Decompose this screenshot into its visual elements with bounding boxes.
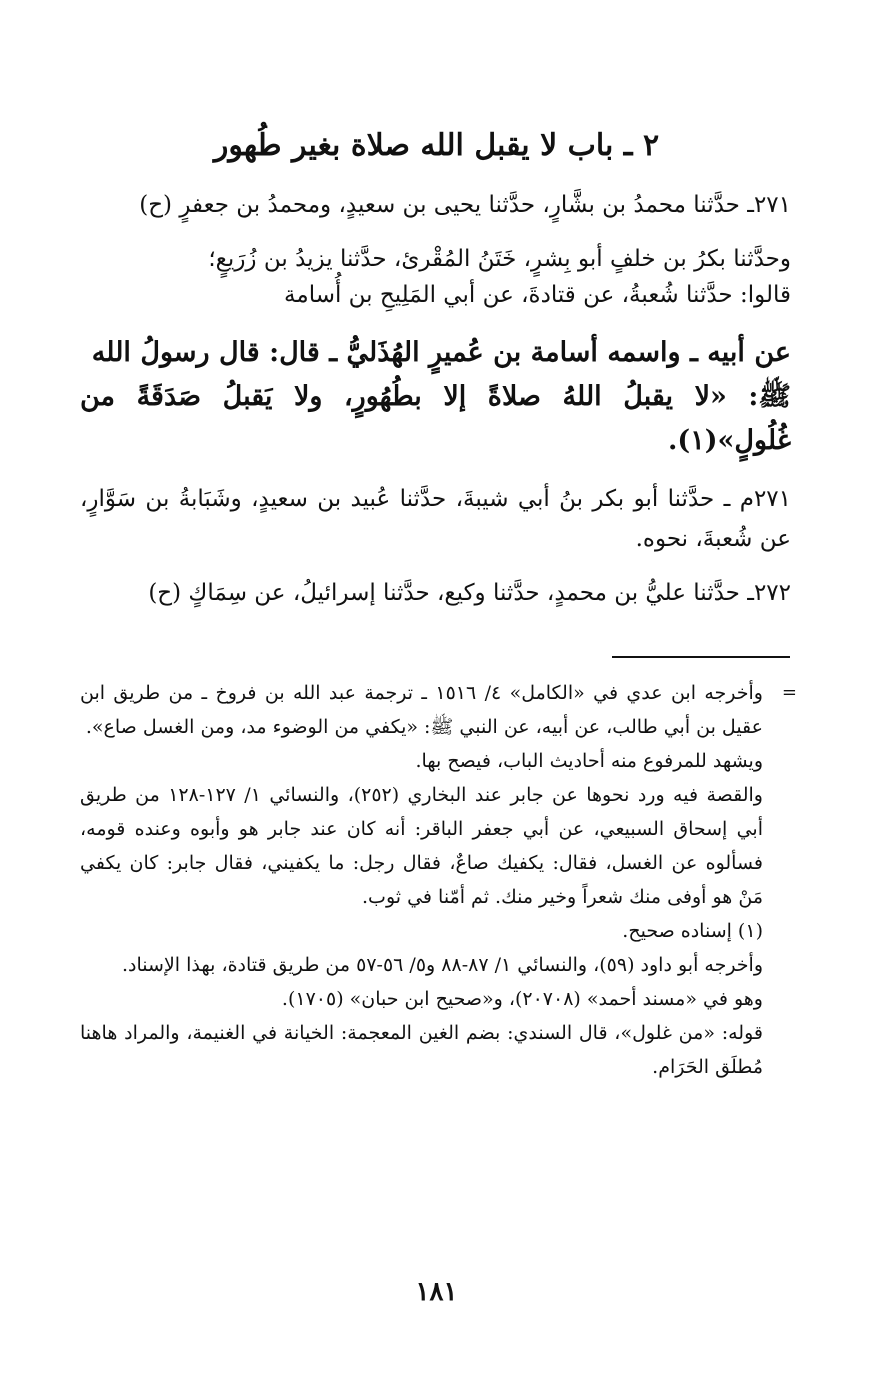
footnote-sindi: قوله: «من غلول»، قال السندي: بضم الغين المعجمة: الخيانة في الغنيمة، والمراد هاهنا مُطلَق الحَرَام. [80, 1022, 763, 1078]
footnote-takhrij: وأخرجه أبو داود (٥٩)، والنسائي ١/ ٨٧-٨٨ و٥/ ٥٦-٥٧ من طريق قتادة، بهذا الإسناد. [122, 954, 763, 976]
footnote-1-marker: (١) إسناده صحيح. [622, 920, 763, 942]
footnote-musnad: وهو في «مسند أحمد» (٢٠٧٠٨)، و«صحيح ابن حبان» (١٧٠٥). [281, 988, 763, 1010]
hadith-271-chain-a: ٢٧١ـ حدَّثنا محمدُ بن بشَّارٍ، حدَّثنا يحيى بن سعيدٍ، ومحمدُ بن جعفرٍ (ح) [139, 192, 791, 218]
footnote-shahid: ويشهد للمرفوع منه أحاديث الباب، فيصح بها. [415, 750, 763, 772]
footnote-qissa: والقصة فيه ورد نحوها عن جابر عند البخاري (٢٥٢)، والنسائي ١/ ١٢٧-١٢٨ من طريق أبي إسحاق السبيعي، عن أبي جعفر الباقر: أنه كان عند جابر هو وأبوه وعنده قومه، فسألوه عن الغسل، فقال: يكفيك صاعٌ، فقال رجل: ما يكفيني، فقال جابر: كان يكفي مَنْ هو أوفى منك شعراً وخير منك. ثم أمّنا في ثوب. [80, 784, 763, 908]
hadith-271-matn-b: ﷺ: «لا يقبلُ اللهُ صلاةً إلا بطُهُورٍ، ولا يَقبلُ صَدَقَةً من غُلُولٍ»(١). [80, 381, 791, 456]
footnote-text-ibn-adi: وأخرجه ابن عدي في «الكامل» ٤/ ١٥١٦ ـ ترجمة عبد الله بن فروخ ـ من طريق ابن عقيل بن أبي طالب، عن أبيه، عن النبي ﷺ: «يكفي من الوضوء مد، ومن الغسل صاع». [80, 682, 763, 738]
hadith-271-chain-b: وحدَّثنا بكرُ بن خلفٍ أبو بِشرٍ، خَتَنُ المُقْرئ، حدَّثنا يزيدُ بن زُرَيعٍ؛ [208, 246, 791, 272]
hadith-271m: ٢٧١م ـ حدَّثنا أبو بكر بنُ أبي شيبةَ، حدَّثنا عُبيد بن سعيدٍ، وشَبَابةُ بن سَوَّارٍ، عن شُعبةَ، نحوه. [80, 486, 791, 552]
hadith-272-chain: ٢٧٢ـ حدَّثنا عليُّ بن محمدٍ، حدَّثنا وكيع، حدَّثنا إسرائيلُ، عن سِمَاكٍ (ح) [148, 580, 791, 606]
footnote-separator [612, 656, 790, 658]
footnote-continuation [80, 676, 797, 744]
page-number: ١٨١ [415, 1277, 458, 1307]
hadith-271-matn-a: عن أبيه ـ واسمه أسامة بن عُميرٍ الهُذَليُّ ـ قال: قال رسولُ الله [91, 337, 791, 368]
footnotes [80, 676, 797, 1084]
main-text [80, 187, 791, 611]
hadith-271-chain-c: قالوا: حدَّثنا شُعبةُ، عن قتادةَ، عن أبي المَلِيحِ بن أُسامة [284, 282, 791, 308]
continuation-mark: = [781, 682, 797, 703]
chapter-heading: ٢ ـ باب لا يقبل الله صلاة بغير طُهور [213, 128, 660, 163]
